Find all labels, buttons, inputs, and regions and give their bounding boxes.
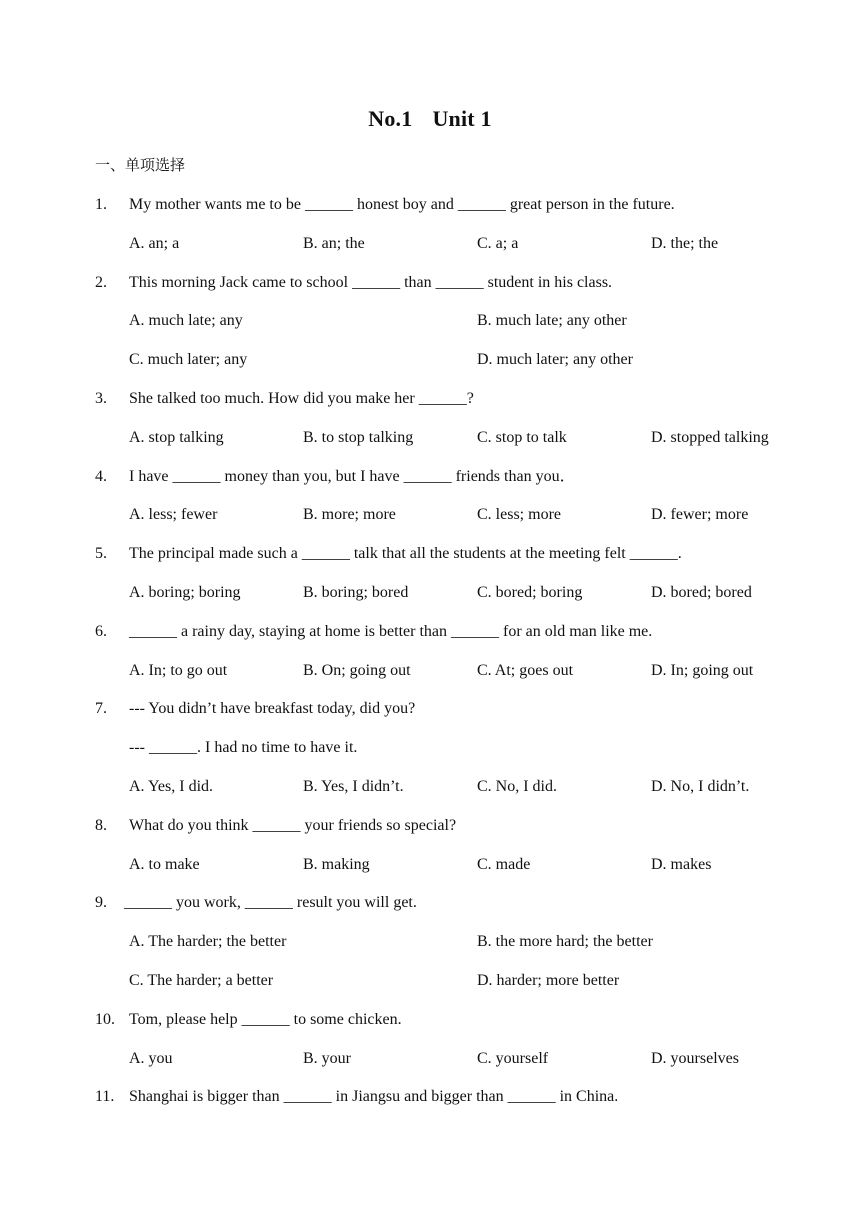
question-stem-row bbox=[0, 814, 860, 838]
options-row bbox=[0, 775, 860, 799]
option: A. The harder; the better bbox=[129, 933, 287, 951]
question-stem-row bbox=[0, 1008, 860, 1032]
option: C. yourself bbox=[477, 1049, 549, 1067]
question-stem-row bbox=[0, 465, 860, 489]
option: A. an; a bbox=[129, 234, 180, 252]
option: B. the more hard; the better bbox=[477, 933, 653, 951]
options-row bbox=[0, 969, 860, 993]
option: A. boring; boring bbox=[129, 584, 241, 601]
option: C. At; goes out bbox=[477, 661, 574, 679]
option: D. stopped talking bbox=[651, 428, 769, 446]
question-number: 2. bbox=[95, 273, 107, 291]
page-title bbox=[0, 106, 860, 132]
option: D. much later; any other bbox=[477, 351, 633, 369]
option: B. much late; any other bbox=[477, 312, 627, 330]
option: A. you bbox=[129, 1049, 173, 1067]
question-number: 3. bbox=[95, 390, 107, 407]
option: B. boring; bored bbox=[303, 584, 409, 601]
question-number: 1. bbox=[95, 196, 107, 213]
options-row bbox=[0, 309, 860, 333]
section-heading: 一、单项选择 bbox=[95, 156, 186, 174]
question-stem: This morning Jack came to school ______ than ______ student in his class. bbox=[129, 273, 613, 291]
option: B. more; more bbox=[303, 506, 396, 524]
question-stem-row bbox=[0, 736, 860, 760]
question-stem-row bbox=[0, 891, 860, 915]
option: A. Yes, I did. bbox=[129, 778, 214, 795]
option: D. bored; bored bbox=[651, 584, 752, 601]
question-number: 5. bbox=[95, 545, 107, 563]
option: D. No, I didn’t. bbox=[651, 778, 750, 795]
question-number: 9. bbox=[95, 894, 107, 912]
option: D. makes bbox=[651, 855, 712, 873]
question-stem: She talked too much. How did you make her ______? bbox=[129, 390, 474, 407]
question-stem: The principal made such a ______ talk that all the students at the meeting felt ______. bbox=[129, 545, 682, 563]
question-number: 7. bbox=[95, 700, 107, 718]
option: D. the; the bbox=[651, 234, 719, 252]
options-row bbox=[0, 581, 860, 605]
question-stem-row bbox=[0, 193, 860, 217]
options-row bbox=[0, 930, 860, 954]
option: A. less; fewer bbox=[129, 506, 218, 524]
option: C. bored; boring bbox=[477, 584, 583, 601]
question-stem: Tom, please help ______ to some chicken. bbox=[129, 1010, 402, 1028]
option: B. an; the bbox=[303, 234, 365, 252]
question-stem: My mother wants me to be ______ honest boy and ______ great person in the future. bbox=[129, 196, 675, 213]
option: A. much late; any bbox=[129, 312, 243, 330]
option: C. stop to talk bbox=[477, 428, 567, 446]
question-stem-row bbox=[0, 271, 860, 295]
option: C. much later; any bbox=[129, 351, 248, 369]
question-stem: What do you think ______ your friends so special? bbox=[129, 816, 457, 834]
option: C. The harder; a better bbox=[129, 972, 274, 989]
option: C. less; more bbox=[477, 506, 561, 524]
option: A. In; to go out bbox=[129, 661, 228, 679]
question-stem-row bbox=[0, 620, 860, 644]
options-row bbox=[0, 503, 860, 527]
question-stem: ______ you work, ______ result you will get. bbox=[124, 894, 417, 912]
question-stem: --- You didn’t have breakfast today, did you? bbox=[129, 700, 416, 718]
question-number: 6. bbox=[95, 622, 107, 640]
option: B. your bbox=[303, 1049, 351, 1067]
question-stem: I have ______ money than you, but I have ______ friends than you． bbox=[129, 467, 576, 485]
option: B. making bbox=[303, 855, 370, 873]
title-unit: Unit 1 bbox=[432, 106, 492, 131]
question-number: 4. bbox=[95, 467, 107, 485]
option: D. In; going out bbox=[651, 661, 754, 679]
options-row bbox=[0, 426, 860, 450]
question-stem-line: --- ______. I had no time to have it. bbox=[129, 739, 358, 757]
question-stem-row bbox=[0, 387, 860, 411]
option: D. fewer; more bbox=[651, 506, 749, 524]
question-stem-row bbox=[0, 1085, 860, 1109]
option: B. On; going out bbox=[303, 661, 411, 679]
options-row bbox=[0, 232, 860, 256]
option: D. yourselves bbox=[651, 1049, 739, 1067]
option: C. made bbox=[477, 855, 531, 873]
question-stem-row bbox=[0, 697, 860, 721]
option: C. a; a bbox=[477, 234, 519, 252]
options-row bbox=[0, 1047, 860, 1071]
options-row bbox=[0, 853, 860, 877]
options-row bbox=[0, 659, 860, 683]
option: C. No, I did. bbox=[477, 778, 557, 795]
question-stem-row bbox=[0, 542, 860, 566]
question-number: 8. bbox=[95, 816, 107, 834]
option: B. to stop talking bbox=[303, 428, 414, 446]
option: A. to make bbox=[129, 855, 200, 873]
options-row bbox=[0, 348, 860, 372]
question-number: 10. bbox=[95, 1010, 115, 1028]
option: B. Yes, I didn’t. bbox=[303, 778, 404, 795]
option: D. harder; more better bbox=[477, 972, 620, 989]
question-stem: Shanghai is bigger than ______ in Jiangsu and bigger than ______ in China. bbox=[129, 1088, 619, 1106]
title-number: No.1 bbox=[368, 106, 413, 131]
question-stem: ______ a rainy day, staying at home is better than ______ for an old man like me. bbox=[129, 622, 653, 640]
question-number: 11. bbox=[95, 1088, 115, 1106]
option: A. stop talking bbox=[129, 428, 224, 446]
